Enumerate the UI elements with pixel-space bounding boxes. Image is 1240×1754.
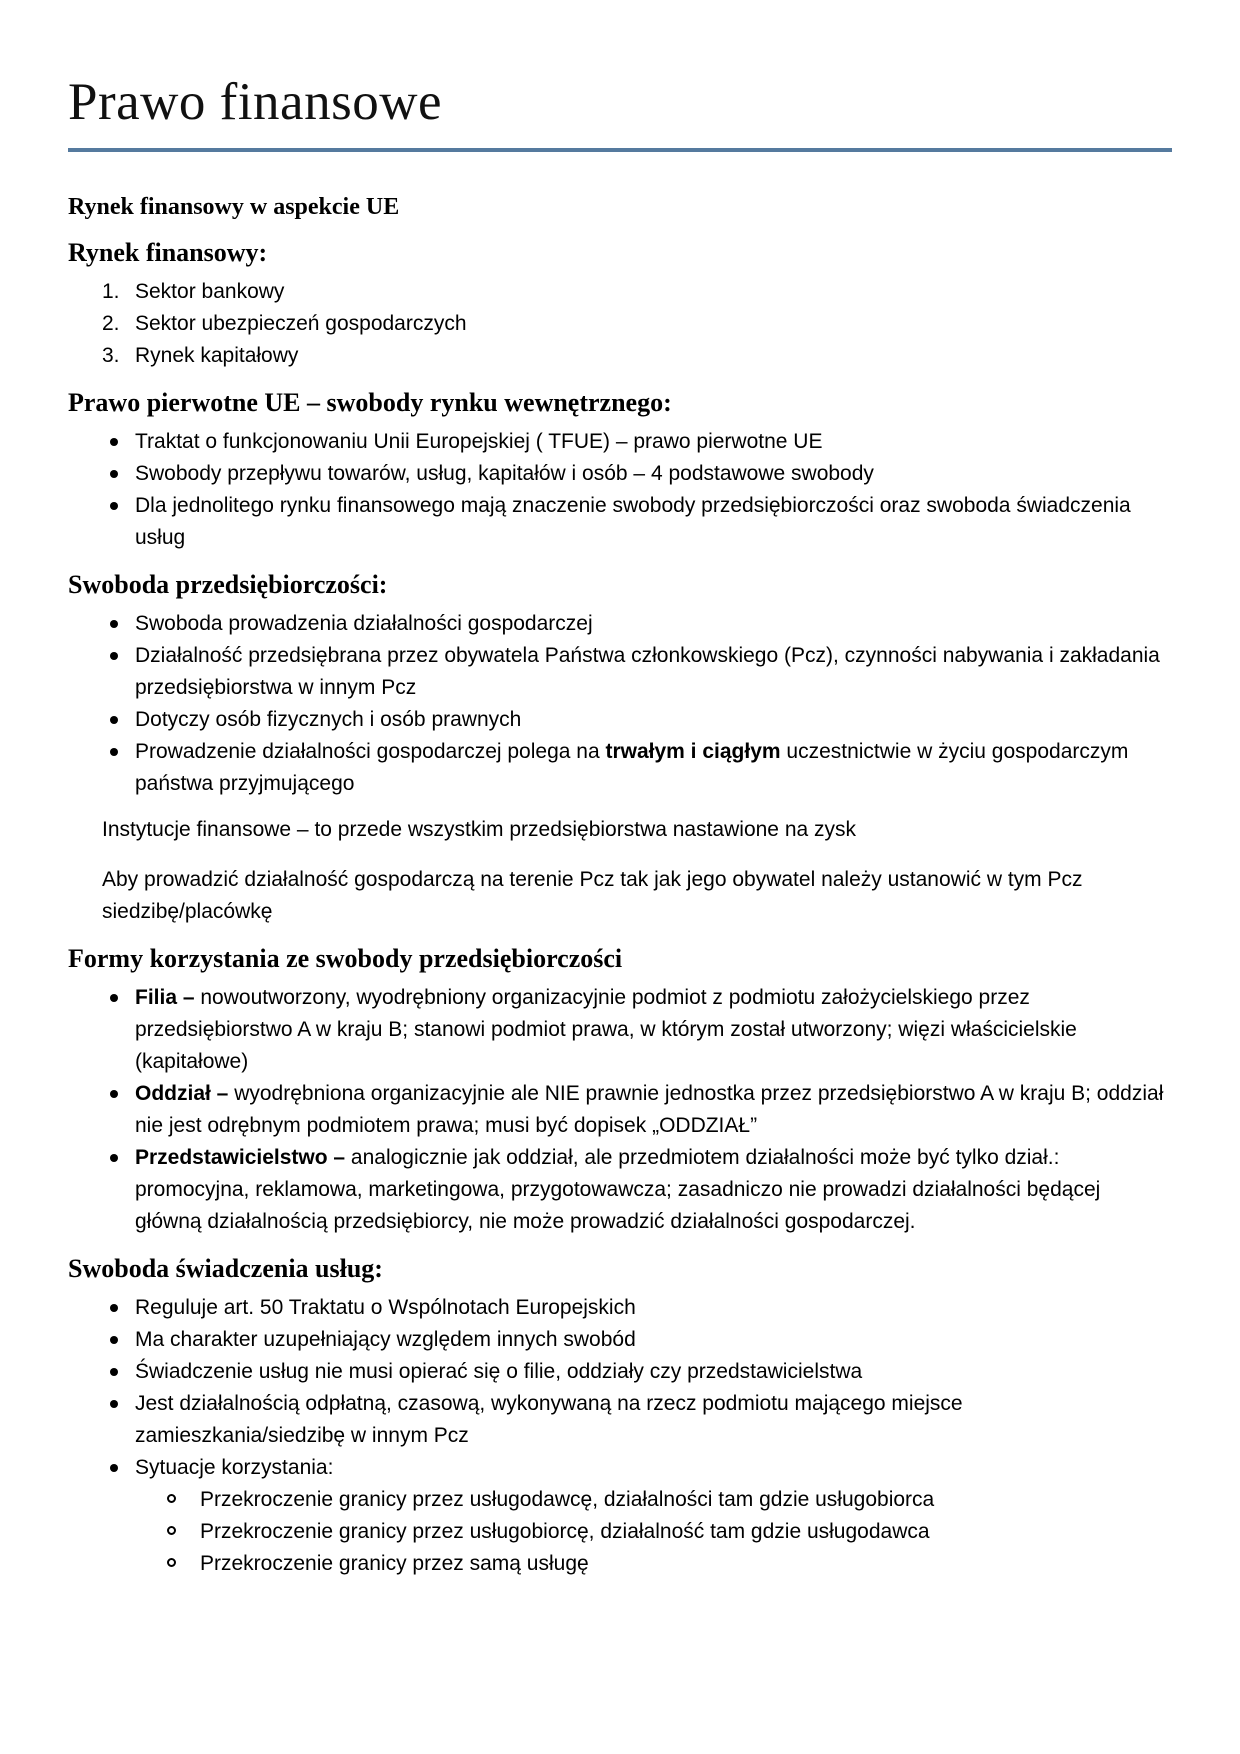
list-item	[68, 1292, 1172, 1324]
list-item-text	[135, 1296, 636, 1319]
list-item	[68, 458, 1172, 490]
text-segment: Działalność przedsiębrana przez obywatela Państwa członkowskiego (Pcz), czynności nabywania i zakładania przedsiębiorstwa w innym Pcz	[135, 644, 1160, 699]
document-subtitle: Rynek finansowy w aspekcie UE	[68, 194, 400, 220]
bullet-icon	[110, 1304, 118, 1312]
bold-text-segment: Przedstawicielstwo –	[135, 1146, 351, 1169]
circle-bullet-icon	[167, 1494, 176, 1503]
bold-text-segment: Oddział –	[135, 1082, 235, 1105]
text-segment: wyodrębniona organizacyjnie ale NIE prawnie jednostka przez przedsiębiorstwo A w kraju B; oddział nie jest odrębnym podmiotem prawa; musi być dopisek „ODDZIAŁ”	[135, 1082, 1164, 1137]
bullet-list	[68, 608, 1172, 800]
bullet-icon	[110, 1090, 118, 1098]
list-item-text	[135, 1456, 333, 1479]
document-body	[68, 236, 1172, 1580]
section-heading: Formy korzystania ze swobody przedsiębiorczości	[68, 944, 623, 973]
bullet-icon	[110, 1400, 118, 1408]
text-segment: analogicznie jak oddział, ale przedmiotem działalności może być tylko dział.: promocyjna, reklamowa, marketingowa, przygotowawcza; zasadniczo nie prowadzi działalności będącej główną działalnością przedsiębiorcy, nie może prowadzić działalności gospodarczej.	[135, 1146, 1101, 1233]
sub-list-item-text	[200, 1552, 589, 1575]
bullet-icon	[110, 1336, 118, 1344]
list-item-text	[135, 1146, 1100, 1233]
list-item	[68, 736, 1172, 800]
bullet-icon	[110, 994, 118, 1002]
section-heading: Swoboda przedsiębiorczości:	[68, 570, 388, 599]
document-section	[68, 386, 1172, 554]
text-segment: Jest działalnością odpłatną, czasową, wykonywaną na rzecz podmiotu mającego miejsce zamieszkania/siedzibę w innym Pcz	[135, 1392, 963, 1447]
section-heading: Prawo pierwotne UE – swobody rynku wewnętrznego:	[68, 388, 672, 417]
list-item-text	[135, 1360, 862, 1383]
document-title: Prawo finansowe	[68, 72, 1172, 152]
document-section	[68, 568, 1172, 928]
sub-list-item	[135, 1484, 1172, 1516]
document-section	[68, 1252, 1172, 1580]
text-segment: nowoutworzony, wyodrębniony organizacyjnie podmiot z podmiotu założycielskiego przez przedsiębiorstwo A w kraju B; stanowi podmiot prawa, w którym został utworzony; więzi właścicielskie (kapitałowe)	[135, 986, 1077, 1073]
bold-text-segment: trwałym i ciągłym	[605, 740, 781, 763]
bullet-list	[68, 1292, 1172, 1580]
list-item-text	[135, 708, 521, 731]
list-item-text	[135, 280, 284, 303]
paragraph: Aby prowadzić działalność gospodarczą na terenie Pcz tak jak jego obywatel należy ustanowić w tym Pcz siedzibę/placówkę	[102, 868, 1083, 923]
text-segment: Świadczenie usług nie musi opierać się o filie, oddziały czy przedstawicielstwa	[135, 1360, 863, 1383]
list-item-text	[135, 1082, 1163, 1137]
text-segment: Reguluje art. 50 Traktatu o Wspólnotach Europejskich	[135, 1296, 636, 1319]
bullet-icon	[110, 748, 118, 756]
list-item	[68, 1388, 1172, 1452]
text-segment: Dotyczy osób fizycznych i osób prawnych	[135, 708, 522, 731]
text-segment: Traktat o funkcjonowaniu Unii Europejskiej ( TFUE) – prawo pierwotne UE	[135, 430, 823, 453]
list-item	[68, 982, 1172, 1078]
list-item-text	[135, 344, 298, 367]
bullet-icon	[110, 1154, 118, 1162]
ordered-list	[68, 276, 1172, 372]
bullet-icon	[110, 716, 118, 724]
list-item-text	[135, 494, 1131, 549]
text-segment: Przekroczenie granicy przez samą usługę	[200, 1552, 589, 1575]
list-item-text	[135, 986, 1077, 1073]
section-heading: Swoboda świadczenia usług:	[68, 1254, 383, 1283]
text-segment: Sektor bankowy	[135, 280, 285, 303]
bullet-icon	[110, 652, 118, 660]
list-item-text	[135, 1392, 963, 1447]
document-section	[68, 942, 1172, 1238]
list-item	[68, 704, 1172, 736]
list-item-text	[135, 612, 593, 635]
bullet-icon	[110, 470, 118, 478]
list-item	[68, 490, 1172, 554]
text-segment: Swobody przepływu towarów, usług, kapitałów i osób – 4 podstawowe swobody	[135, 462, 874, 485]
section-heading: Rynek finansowy:	[68, 238, 268, 267]
text-segment: Dla jednolitego rynku finansowego mają znaczenie swobody przedsiębiorczości oraz swoboda świadczenia usług	[135, 494, 1131, 549]
text-segment: Przekroczenie granicy przez usługodawcę, działalności tam gdzie usługobiorca	[200, 1488, 935, 1511]
circle-bullet-icon	[167, 1558, 176, 1567]
list-item-text	[135, 462, 874, 485]
sub-list-item	[135, 1548, 1172, 1580]
bullet-icon	[110, 1368, 118, 1376]
list-item	[68, 340, 1172, 372]
list-item-text	[135, 644, 1160, 699]
list-number: 3.	[102, 344, 120, 367]
text-segment: Ma charakter uzupełniający względem innych swobód	[135, 1328, 636, 1351]
sub-list-item-text	[200, 1488, 934, 1511]
list-item	[68, 426, 1172, 458]
text-segment: uczestnictwie w życiu gospodarczym państwa przyjmującego	[135, 740, 1129, 795]
list-item-text	[135, 430, 822, 453]
text-segment: Sektor ubezpieczeń gospodarczych	[135, 312, 467, 335]
list-number: 1.	[102, 280, 120, 303]
sub-list-item	[135, 1516, 1172, 1548]
sub-list-item-text	[200, 1520, 930, 1543]
bullet-list	[68, 982, 1172, 1238]
text-segment: Swoboda prowadzenia działalności gospodarczej	[135, 612, 593, 635]
list-item	[68, 1324, 1172, 1356]
list-item	[68, 1356, 1172, 1388]
list-item	[68, 1142, 1172, 1238]
bullet-list	[68, 426, 1172, 554]
text-segment: Prowadzenie działalności gospodarczej polega na	[135, 740, 606, 763]
list-item	[68, 276, 1172, 308]
list-item	[68, 1078, 1172, 1142]
document-section	[68, 236, 1172, 372]
text-segment: Sytuacje korzystania:	[135, 1456, 334, 1479]
list-item	[68, 1452, 1172, 1580]
list-number: 2.	[102, 312, 120, 335]
bullet-icon	[110, 438, 118, 446]
list-item-text	[135, 312, 467, 335]
bullet-icon	[110, 502, 118, 510]
text-segment: Przekroczenie granicy przez usługobiorcę, działalność tam gdzie usługodawca	[200, 1520, 930, 1543]
circle-bullet-icon	[167, 1526, 176, 1535]
list-item-text	[135, 1328, 636, 1351]
list-item-text	[135, 740, 1128, 795]
paragraph: Instytucje finansowe – to przede wszystkim przedsiębiorstwa nastawione na zysk	[102, 818, 857, 841]
text-segment: Rynek kapitałowy	[135, 344, 299, 367]
list-item	[68, 640, 1172, 704]
sub-bullet-list	[135, 1484, 1172, 1580]
bullet-icon	[110, 620, 118, 628]
list-item	[68, 608, 1172, 640]
list-item	[68, 308, 1172, 340]
bold-text-segment: Filia –	[135, 986, 201, 1009]
bullet-icon	[110, 1464, 118, 1472]
